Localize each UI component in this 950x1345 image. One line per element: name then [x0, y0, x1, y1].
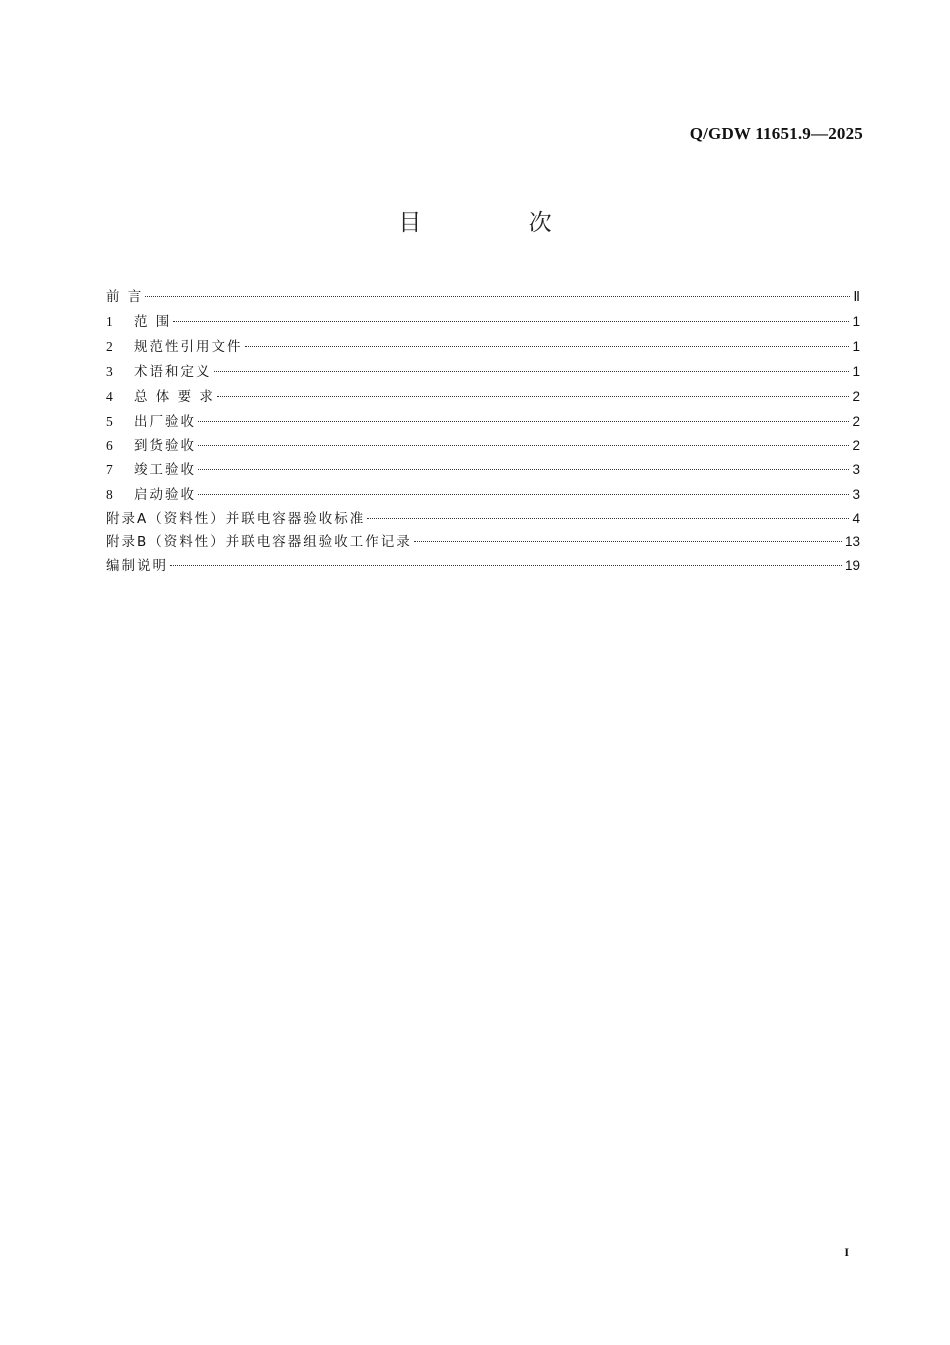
document-code: Q/GDW 11651.9—2025	[689, 124, 863, 143]
toc-entry-page: 3	[852, 487, 860, 502]
toc-leader-dots	[198, 494, 849, 495]
toc-entry-terms-definitions[interactable]	[106, 359, 860, 384]
toc-entry-factory-acceptance[interactable]	[106, 409, 860, 434]
toc-entry-number: 2	[106, 339, 113, 354]
toc-leader-dots	[198, 469, 849, 470]
toc-entry-normative-references[interactable]	[106, 334, 860, 359]
toc-leader-dots	[198, 445, 849, 446]
toc-leader-dots	[145, 296, 850, 297]
toc-entry-label: 范 围	[134, 314, 172, 330]
toc-entry-page: 19	[844, 558, 860, 573]
toc-entry-page: 1	[852, 364, 860, 379]
toc-entry-page: 2	[852, 438, 860, 453]
toc-entry-number: 7	[106, 462, 113, 477]
toc-entry-number: 1	[106, 314, 113, 329]
toc-entry-appendix-a[interactable]	[106, 507, 860, 530]
toc-entry-label: 附录B（资料性）并联电容器组验收工作记录	[106, 534, 412, 550]
toc-leader-dots	[245, 346, 850, 347]
toc-entry-page: 4	[852, 511, 860, 526]
toc-entry-scope[interactable]	[106, 309, 860, 334]
toc-entry-label: 总 体 要 求	[134, 389, 215, 405]
toc-leader-dots	[170, 565, 842, 566]
toc-entry-label: 前 言	[106, 289, 144, 305]
toc-entry-foreword[interactable]	[106, 284, 860, 309]
toc-entry-page: Ⅱ	[853, 289, 860, 304]
toc-entry-number: 3	[106, 364, 113, 379]
toc-leader-dots	[414, 541, 842, 542]
toc-entry-page: 1	[852, 314, 860, 329]
toc-leader-dots	[173, 321, 849, 322]
toc-entry-page: 1	[852, 339, 860, 354]
page-number: I	[844, 1245, 849, 1259]
toc-entry-label: 竣工验收	[134, 462, 196, 478]
toc-entry-label: 术语和定义	[134, 364, 212, 380]
toc-entry-label: 出厂验收	[134, 414, 196, 430]
toc-entry-label: 到货验收	[134, 438, 196, 454]
toc-entry-explanation[interactable]	[106, 553, 860, 578]
toc-entry-page: 2	[852, 414, 860, 429]
toc-entry-number: 5	[106, 414, 113, 429]
toc-entry-label: 编制说明	[106, 558, 168, 574]
toc-leader-dots	[217, 396, 850, 397]
toc-leader-dots	[214, 371, 850, 372]
toc-entry-page: 13	[844, 534, 860, 549]
toc-entry-number: 6	[106, 438, 113, 453]
toc-title: 目 次	[398, 210, 602, 236]
toc-entry-arrival-acceptance[interactable]	[106, 434, 860, 457]
toc-leader-dots	[367, 518, 849, 519]
toc-entry-label: 附录A（资料性）并联电容器验收标准	[106, 511, 366, 527]
toc-entry-appendix-b[interactable]	[106, 530, 860, 553]
toc-entry-number: 8	[106, 487, 113, 502]
toc-entry-label: 规范性引用文件	[134, 339, 243, 355]
toc-entry-completion-acceptance[interactable]	[106, 457, 860, 482]
toc-entry-startup-acceptance[interactable]	[106, 482, 860, 507]
toc-entry-label: 启动验收	[134, 487, 196, 503]
toc-entry-page: 2	[852, 389, 860, 404]
table-of-contents	[106, 284, 860, 578]
toc-leader-dots	[198, 421, 849, 422]
toc-entry-general-requirements[interactable]	[106, 384, 860, 409]
toc-entry-page: 3	[852, 462, 860, 477]
toc-entry-number: 4	[106, 389, 113, 404]
